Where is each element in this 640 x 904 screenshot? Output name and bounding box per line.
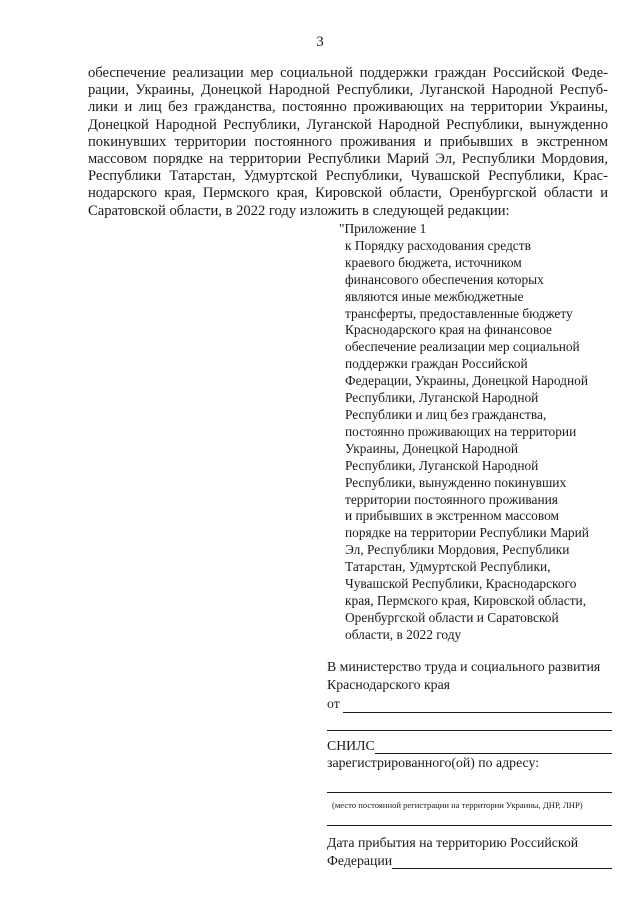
body-line: нодарского края, Пермского края, Кировской области, Оренбургской области и [88, 185, 608, 202]
recipient-line: В министерство труда и социального развития [327, 659, 601, 674]
body-line: Донецкой Народной Республики, Луганской Народной Республики, вынужденно [88, 116, 608, 133]
appendix-heading [339, 221, 607, 644]
snils-label: СНИЛС [327, 737, 375, 753]
appendix-line: Краснодарского края на финансовое [345, 322, 553, 338]
appendix-line: "Приложение 1 [339, 221, 427, 236]
appendix-line: Республики, Луганской Народной [345, 457, 539, 473]
appendix-line: края, Пермского края, Кировской области, [345, 592, 587, 608]
from-field-continuation[interactable] [327, 729, 612, 731]
appendix-line: трансферты, предоставленные бюджету [345, 305, 573, 321]
body-line: обеспечение реализации мер социальной поддержки граждан Российской Феде- [88, 65, 608, 81]
appendix-line: Эл, Республики Мордовия, Республики [345, 542, 570, 558]
from-field[interactable] [343, 700, 612, 713]
arrival-date-label-cont: Федерации [327, 852, 393, 868]
body-line: Саратовской области, в 2022 году изложить в следующей редакции: [88, 202, 510, 219]
appendix-line: области, в 2022 году [345, 626, 462, 642]
address-label: зарегистрированного(ой) по адресу: [327, 755, 540, 770]
appendix-line: Республики и лиц без гражданства, [345, 406, 547, 422]
appendix-line: Республики, Луганской Народной [345, 390, 539, 406]
from-row [327, 695, 612, 713]
appendix-line: и прибывших в экстренном массовом [345, 508, 560, 524]
appendix-line: Татарстан, Удмуртской Республики, [345, 559, 551, 575]
appendix-line: поддержки граждан Российской [345, 356, 528, 372]
body-paragraph [88, 65, 608, 220]
appendix-line: территории постоянного проживания [345, 491, 558, 507]
address-caption: (место постоянной регистрации на территории Украины, ДНР, ЛНР) [332, 799, 583, 810]
appendix-line: постоянно проживающих на территории [345, 423, 577, 439]
appendix-line: являются иные межбюджетные [345, 288, 524, 304]
snils-row [327, 737, 612, 755]
appendix-line: финансового обеспечения которых [345, 271, 544, 287]
appendix-line: краевого бюджета, источником [345, 254, 522, 270]
appendix-line: обеспечение реализации мер социальной [345, 339, 580, 355]
body-line: Республики Татарстан, Удмуртской Республики, Чувашской Республики, Крас- [88, 168, 608, 185]
appendix-line: Республики, вынужденно покинувших [345, 474, 567, 490]
application-form [327, 658, 612, 869]
from-label: от [327, 696, 340, 711]
page-number: 3 [316, 34, 324, 50]
body-line: лики и лиц без гражданства, постоянно проживающих на территории Украины, [88, 99, 608, 116]
arrival-date-row [327, 852, 612, 870]
arrival-date-label: Дата прибытия на территорию Российской [327, 835, 579, 850]
recipient-line: Краснодарского края [327, 676, 451, 692]
appendix-line: Оренбургской области и Саратовской [345, 609, 559, 625]
snils-field[interactable] [375, 741, 612, 754]
body-line: массовом порядке на территории Республики Марий Эл, Республики Мордовия, [88, 151, 608, 168]
appendix-line: к Порядку расходования средств [345, 237, 531, 253]
appendix-line: Федерации, Украины, Донецкой Народной [345, 373, 589, 389]
arrival-date-field[interactable] [392, 856, 612, 869]
body-line: покинувших территории постоянного проживания и прибывших в экстренном [88, 133, 608, 150]
appendix-line: Украины, Донецкой Народной [345, 440, 519, 456]
appendix-line: Чувашской Республики, Краснодарского [345, 576, 577, 592]
appendix-line: порядке на территории Республики Марий [345, 525, 589, 541]
address-field-continuation[interactable] [327, 824, 612, 826]
body-line: рации, Украины, Донецкой Народной Республики, Луганской Народной Респуб- [88, 82, 608, 99]
address-field[interactable] [327, 791, 612, 793]
